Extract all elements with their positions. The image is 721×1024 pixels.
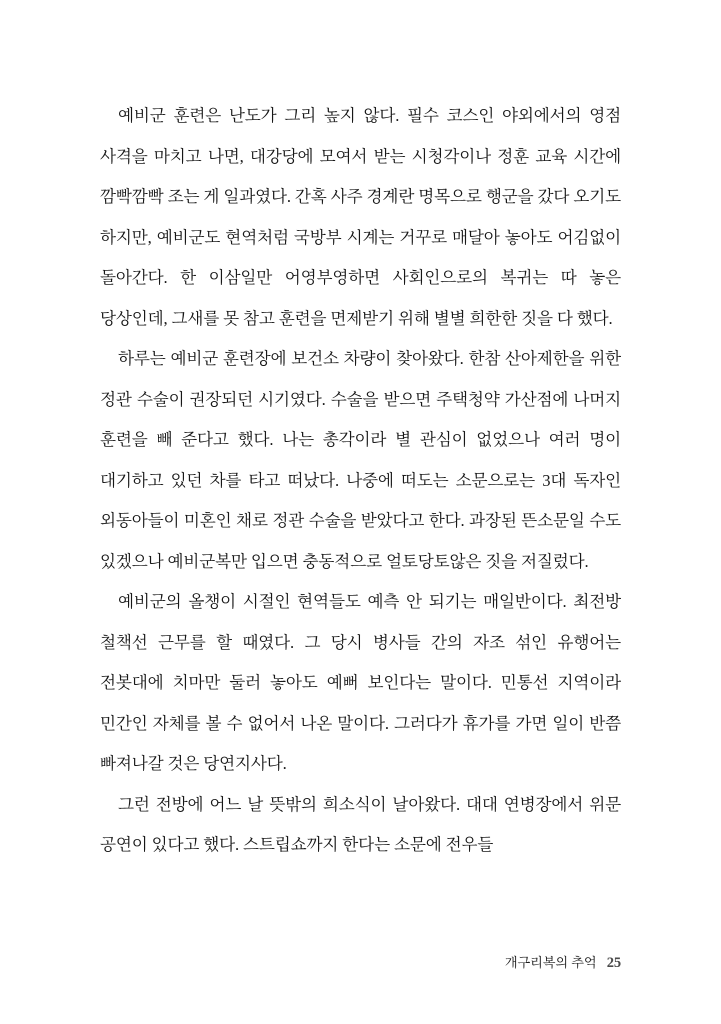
paragraph: 예비군 훈련은 난도가 그리 높지 않다. 필수 코스인 야외에서의 영점 사격을 마치고 나면, 대강당에 모여서 받는 시청각이나 정훈 교육 시간에 깜빡깜빡 조는 게 일과였다. 간혹 사주 경계란 명목으로 행군을 갔다 오기도 하지만, 예비군도 현역처럼 국방부 시계는 거꾸로 매달아 놓아도 어김없이 돌아간다. 한 이삼일만 어영부영하면 사회인으로의 복귀는 따 놓은 당상인데, 그새를 못 참고 훈련을 면제받기 위해 별별 희한한 짓을 다 했다. [100, 106, 621, 328]
paragraph: 예비군의 올챙이 시절인 현역들도 예측 안 되기는 매일반이다. 최전방 철책선 근무를 할 때였다. 그 당시 병사들 간의 자조 섞인 유행어는 전봇대에 치마만 둘러 놓아도 예뻐 보인다는 말이다. 민통선 지역이라 민간인 자체를 볼 수 없어서 나온 말이다. 그러다가 휴가를 가면 일이 반쯤 빠져나갈 것은 당연지사다. [100, 592, 621, 773]
paragraph: 그런 전방에 어느 날 뜻밖의 희소식이 날아왔다. 대대 연병장에서 위문 공연이 있다고 했다. 스트립쇼까지 한다는 소문에 전우들 [100, 794, 621, 854]
footer-chapter-title: 개구리복의 추억 [504, 955, 597, 970]
page-number: 25 [606, 955, 621, 971]
page-body [100, 96, 621, 866]
page-footer [100, 952, 621, 972]
paragraph: 하루는 예비군 훈련장에 보건소 차량이 찾아왔다. 한참 산아제한을 위한 정관 수술이 권장되던 시기였다. 수술을 받으면 주택청약 가산점에 나머지 훈련을 빼 준다고 했다. 나는 총각이라 별 관심이 없었으나 여러 명이 대기하고 있던 차를 타고 떠났다. 나중에 떠도는 소문으로는 3대 독자인 외동아들이 미혼인 채로 정관 수술을 받았다고 한다. 과장된 뜬소문일 수도 있겠으나 예비군복만 입으면 충동적으로 얼토당토않은 짓을 저질렀다. [100, 349, 621, 571]
